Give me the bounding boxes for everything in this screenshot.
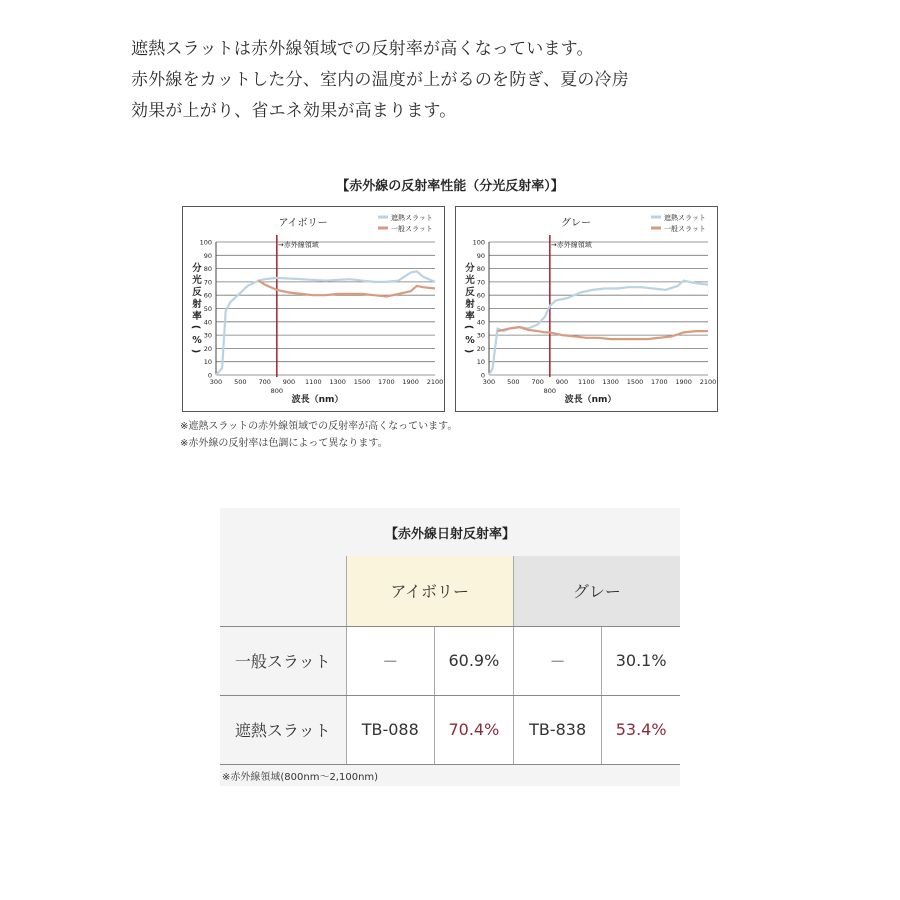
y-tick-label: 10: [476, 358, 485, 367]
y-tick-label: 20: [203, 344, 212, 353]
table-header-row: [220, 556, 680, 626]
x-tick-label: 900: [282, 378, 296, 386]
y-tick-label: 70: [476, 278, 485, 287]
y-tick-label: 80: [203, 265, 212, 274]
y-tick-label: 100: [472, 238, 485, 247]
x-tick-label: 900: [555, 378, 569, 386]
gray-code-cell: －: [513, 626, 601, 695]
x-tick-label: 2100: [699, 378, 717, 386]
y-axis-label-char: 射: [465, 299, 475, 310]
y-axis-label-char: ): [190, 348, 201, 354]
gray-value-cell: 53.4%: [602, 695, 680, 764]
chart-gray-svg: [456, 207, 717, 411]
y-tick-label: 50: [203, 305, 212, 313]
chart-ivory: [182, 206, 445, 412]
row-label: 一般スラット: [220, 626, 346, 695]
x-tick-label: 700: [258, 378, 271, 386]
table-section-title: 【赤外線日射反射率】: [384, 527, 515, 542]
chart-section-title: 【赤外線の反射率性能（分光反射率）】: [336, 179, 564, 194]
y-tick-label: 90: [203, 251, 212, 260]
x-tick-label: 500: [234, 378, 247, 386]
footnote: ※遮熱スラットの赤外線領域での反射率が高くなっています。: [180, 421, 458, 432]
x-tick-label: 1500: [353, 378, 371, 386]
chart-footnotes: [180, 418, 457, 452]
table-row: [220, 695, 680, 764]
x-tick-label: 800: [270, 387, 284, 395]
legend-label: 遮熱スラット: [664, 214, 706, 222]
intro-text: [131, 34, 831, 127]
y-axis-label-char: (: [463, 324, 474, 330]
legend-label: 遮熱スラット: [391, 214, 433, 222]
y-tick-label: 100: [199, 238, 212, 247]
y-tick-label: 30: [476, 331, 485, 340]
y-tick-label: 60: [203, 291, 212, 300]
x-tick-label: 300: [482, 378, 496, 386]
x-tick-label: 1900: [402, 378, 419, 386]
ivory-value-cell: 60.9%: [434, 626, 513, 695]
y-axis-label-char: 光: [192, 275, 202, 286]
x-tick-label: 1700: [651, 378, 668, 386]
y-tick-label: 50: [476, 305, 485, 313]
y-axis-label-char: 分: [192, 263, 202, 274]
series-line: [259, 281, 435, 297]
y-tick-label: 40: [203, 318, 212, 327]
series-line: [216, 271, 435, 375]
x-tick-label: 700: [531, 378, 544, 386]
x-tick-label: 500: [507, 378, 520, 386]
ir-region-label: →赤外線領域: [550, 241, 592, 249]
table-row: [220, 626, 680, 695]
gray-column-header: グレー: [513, 556, 680, 626]
y-axis-label-char: 反: [465, 287, 475, 298]
y-axis-label-char: 反: [192, 287, 202, 298]
y-tick-label: 20: [476, 344, 485, 353]
x-tick-label: 1500: [626, 378, 644, 386]
x-tick-label: 1700: [378, 378, 395, 386]
y-tick-label: 70: [203, 278, 212, 287]
y-axis-label-char: %: [192, 335, 202, 346]
x-tick-label: 300: [209, 378, 223, 386]
chart-title: アイボリー: [278, 218, 328, 229]
legend-label: 一般スラット: [664, 225, 706, 233]
y-tick-label: 80: [476, 265, 485, 274]
chart-title: グレー: [561, 218, 591, 229]
y-axis-label-char: (: [190, 324, 201, 330]
y-tick-label: 10: [203, 358, 212, 367]
x-tick-label: 1100: [578, 378, 595, 386]
chart-ivory-svg: [183, 207, 444, 411]
chart-gray: [455, 206, 718, 412]
row-label: 遮熱スラット: [220, 695, 346, 764]
gray-code-cell: TB-838: [513, 695, 601, 764]
x-tick-label: 1300: [329, 378, 346, 386]
x-tick-label: 800: [543, 387, 557, 395]
series-line: [498, 327, 709, 339]
legend-label: 一般スラット: [391, 225, 433, 233]
y-tick-label: 0: [480, 371, 485, 380]
y-axis-label-char: 率: [465, 311, 475, 322]
intro-line: 効果が上がり、省エネ効果が高まります。: [131, 101, 457, 121]
ivory-value-cell: 70.4%: [434, 695, 513, 764]
y-tick-label: 30: [203, 331, 212, 340]
x-tick-label: 1300: [602, 378, 619, 386]
y-tick-label: 0: [207, 371, 212, 380]
x-axis-label: 波長（nm）: [564, 395, 617, 405]
y-axis-label-char: 率: [192, 311, 202, 322]
ivory-code-cell: －: [346, 626, 434, 695]
y-tick-label: 40: [476, 318, 485, 327]
y-axis-label-char: 分: [465, 263, 475, 274]
y-axis-label-char: 射: [192, 299, 202, 310]
y-axis-label-char: ): [463, 348, 474, 354]
ivory-code-cell: TB-088: [346, 695, 434, 764]
x-tick-label: 1900: [675, 378, 692, 386]
x-axis-label: 波長（nm）: [291, 395, 344, 405]
footnote: ※赤外線の反射率は色調によって異なります。: [180, 438, 388, 449]
gray-value-cell: 30.1%: [602, 626, 680, 695]
intro-line: 遮熱スラットは赤外線領域での反射率が高くなっています。: [131, 39, 594, 59]
reflectance-table: [220, 556, 680, 765]
intro-line: 赤外線をカットした分、室内の温度が上がるのを防ぎ、夏の冷房: [131, 70, 629, 90]
table-note: ※赤外線領域(800nm～2,100nm): [222, 772, 379, 783]
ir-region-label: →赤外線領域: [277, 241, 319, 249]
table-corner-cell: [220, 556, 346, 626]
y-tick-label: 90: [476, 251, 485, 260]
y-tick-label: 60: [476, 291, 485, 300]
x-tick-label: 1100: [305, 378, 322, 386]
y-axis-label-char: 光: [465, 275, 475, 286]
y-axis-label-char: %: [465, 335, 475, 346]
ivory-column-header: アイボリー: [346, 556, 513, 626]
x-tick-label: 2100: [426, 378, 444, 386]
